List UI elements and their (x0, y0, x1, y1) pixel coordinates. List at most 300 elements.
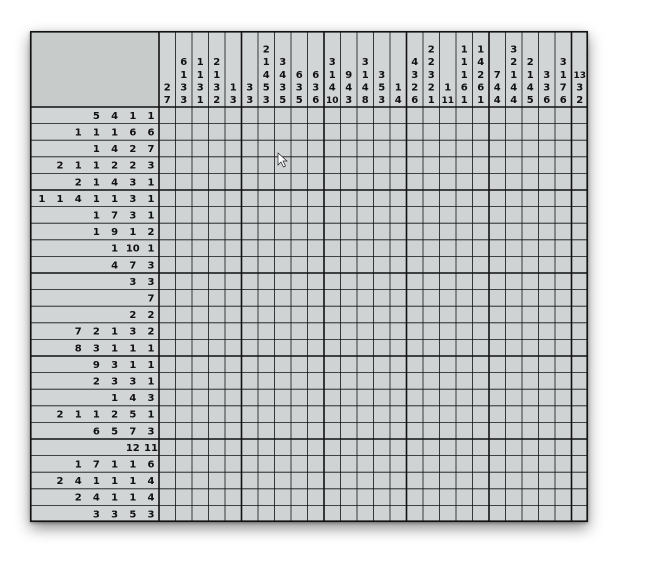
grid-cell[interactable] (291, 422, 308, 439)
grid-cell[interactable] (489, 256, 506, 273)
grid-cell[interactable] (258, 306, 275, 323)
grid-cell[interactable] (555, 373, 572, 390)
grid-cell[interactable] (440, 472, 457, 489)
grid-cell[interactable] (176, 306, 193, 323)
grid-cell[interactable] (473, 240, 490, 257)
grid-cell[interactable] (423, 124, 440, 141)
grid-cell[interactable] (473, 339, 490, 356)
grid-cell[interactable] (192, 223, 209, 240)
grid-cell[interactable] (407, 472, 424, 489)
grid-cell[interactable] (374, 456, 391, 473)
grid-cell[interactable] (555, 173, 572, 190)
grid-cell[interactable] (539, 256, 556, 273)
grid-cell[interactable] (192, 240, 209, 257)
grid-cell[interactable] (390, 273, 407, 290)
grid-cell[interactable] (209, 256, 226, 273)
grid-cell[interactable] (341, 489, 358, 506)
grid-cell[interactable] (192, 157, 209, 174)
grid-cell[interactable] (341, 422, 358, 439)
grid-cell[interactable] (506, 207, 523, 224)
grid-cell[interactable] (308, 190, 325, 207)
grid-cell[interactable] (407, 107, 424, 124)
grid-cell[interactable] (324, 223, 341, 240)
grid-cell[interactable] (456, 406, 473, 423)
grid-cell[interactable] (258, 290, 275, 307)
grid-cell[interactable] (473, 489, 490, 506)
grid-cell[interactable] (258, 339, 275, 356)
grid-cell[interactable] (572, 124, 589, 141)
grid-cell[interactable] (572, 422, 589, 439)
grid-cell[interactable] (308, 273, 325, 290)
grid-cell[interactable] (473, 439, 490, 456)
grid-cell[interactable] (159, 472, 176, 489)
grid-cell[interactable] (242, 489, 259, 506)
grid-cell[interactable] (225, 240, 242, 257)
grid-cell[interactable] (555, 505, 572, 522)
grid-cell[interactable] (390, 406, 407, 423)
grid-cell[interactable] (539, 489, 556, 506)
grid-cell[interactable] (242, 505, 259, 522)
grid-cell[interactable] (176, 439, 193, 456)
grid-cell[interactable] (225, 273, 242, 290)
grid-cell[interactable] (489, 373, 506, 390)
grid-cell[interactable] (225, 489, 242, 506)
grid-cell[interactable] (539, 140, 556, 157)
grid-cell[interactable] (275, 389, 292, 406)
grid-cell[interactable] (225, 256, 242, 273)
grid-cell[interactable] (357, 140, 374, 157)
grid-cell[interactable] (456, 323, 473, 340)
grid-cell[interactable] (291, 406, 308, 423)
grid-cell[interactable] (341, 472, 358, 489)
grid-cell[interactable] (341, 223, 358, 240)
grid-cell[interactable] (258, 373, 275, 390)
grid-cell[interactable] (456, 256, 473, 273)
grid-cell[interactable] (275, 173, 292, 190)
grid-cell[interactable] (159, 157, 176, 174)
grid-cell[interactable] (324, 456, 341, 473)
grid-cell[interactable] (341, 273, 358, 290)
grid-cell[interactable] (572, 290, 589, 307)
grid-cell[interactable] (159, 323, 176, 340)
grid-cell[interactable] (209, 290, 226, 307)
grid-cell[interactable] (242, 256, 259, 273)
grid-cell[interactable] (555, 456, 572, 473)
grid-cell[interactable] (209, 323, 226, 340)
grid-cell[interactable] (440, 439, 457, 456)
grid-cell[interactable] (291, 190, 308, 207)
grid-cell[interactable] (275, 472, 292, 489)
grid-cell[interactable] (291, 223, 308, 240)
grid-cell[interactable] (572, 373, 589, 390)
grid-cell[interactable] (291, 140, 308, 157)
grid-cell[interactable] (357, 489, 374, 506)
grid-cell[interactable] (489, 207, 506, 224)
grid-cell[interactable] (489, 290, 506, 307)
grid-cell[interactable] (374, 256, 391, 273)
grid-cell[interactable] (176, 505, 193, 522)
grid-cell[interactable] (324, 489, 341, 506)
grid-cell[interactable] (456, 290, 473, 307)
grid-cell[interactable] (275, 422, 292, 439)
grid-cell[interactable] (308, 505, 325, 522)
grid-cell[interactable] (159, 240, 176, 257)
grid-cell[interactable] (522, 356, 539, 373)
grid-cell[interactable] (192, 107, 209, 124)
grid-cell[interactable] (374, 240, 391, 257)
grid-cell[interactable] (423, 173, 440, 190)
grid-cell[interactable] (506, 273, 523, 290)
grid-cell[interactable] (489, 472, 506, 489)
grid-cell[interactable] (275, 456, 292, 473)
grid-cell[interactable] (423, 323, 440, 340)
grid-cell[interactable] (291, 207, 308, 224)
grid-cell[interactable] (572, 406, 589, 423)
grid-cell[interactable] (308, 406, 325, 423)
grid-cell[interactable] (522, 422, 539, 439)
grid-cell[interactable] (242, 207, 259, 224)
grid-cell[interactable] (407, 290, 424, 307)
grid-cell[interactable] (275, 140, 292, 157)
grid-cell[interactable] (423, 157, 440, 174)
grid-cell[interactable] (225, 505, 242, 522)
grid-cell[interactable] (456, 157, 473, 174)
grid-cell[interactable] (176, 422, 193, 439)
grid-cell[interactable] (159, 356, 176, 373)
grid-cell[interactable] (374, 323, 391, 340)
grid-cell[interactable] (374, 373, 391, 390)
grid-cell[interactable] (489, 439, 506, 456)
grid-cell[interactable] (357, 422, 374, 439)
grid-cell[interactable] (308, 356, 325, 373)
grid-cell[interactable] (456, 389, 473, 406)
grid-cell[interactable] (341, 339, 358, 356)
grid-cell[interactable] (539, 356, 556, 373)
grid-cell[interactable] (324, 140, 341, 157)
grid-cell[interactable] (176, 256, 193, 273)
grid-cell[interactable] (258, 157, 275, 174)
grid-cell[interactable] (539, 422, 556, 439)
grid-cell[interactable] (555, 439, 572, 456)
grid-cell[interactable] (407, 240, 424, 257)
grid-cell[interactable] (324, 207, 341, 224)
grid-cell[interactable] (572, 140, 589, 157)
grid-cell[interactable] (291, 339, 308, 356)
grid-cell[interactable] (324, 256, 341, 273)
grid-cell[interactable] (357, 290, 374, 307)
grid-cell[interactable] (225, 124, 242, 141)
grid-cell[interactable] (209, 223, 226, 240)
grid-cell[interactable] (407, 223, 424, 240)
grid-cell[interactable] (522, 290, 539, 307)
grid-cell[interactable] (308, 439, 325, 456)
grid-cell[interactable] (209, 107, 226, 124)
grid-cell[interactable] (242, 157, 259, 174)
grid-cell[interactable] (407, 439, 424, 456)
grid-cell[interactable] (473, 456, 490, 473)
grid-cell[interactable] (423, 256, 440, 273)
grid-cell[interactable] (374, 290, 391, 307)
grid-cell[interactable] (440, 373, 457, 390)
grid-cell[interactable] (489, 489, 506, 506)
grid-cell[interactable] (506, 489, 523, 506)
grid-cell[interactable] (506, 124, 523, 141)
grid-cell[interactable] (225, 422, 242, 439)
grid-cell[interactable] (506, 290, 523, 307)
grid-cell[interactable] (572, 240, 589, 257)
grid-cell[interactable] (308, 339, 325, 356)
grid-cell[interactable] (159, 389, 176, 406)
grid-cell[interactable] (489, 505, 506, 522)
grid-cell[interactable] (539, 290, 556, 307)
grid-cell[interactable] (473, 406, 490, 423)
grid-cell[interactable] (555, 356, 572, 373)
grid-cell[interactable] (407, 339, 424, 356)
grid-cell[interactable] (456, 240, 473, 257)
grid-cell[interactable] (341, 439, 358, 456)
grid-cell[interactable] (407, 456, 424, 473)
grid-cell[interactable] (539, 456, 556, 473)
grid-cell[interactable] (489, 273, 506, 290)
grid-cell[interactable] (407, 190, 424, 207)
grid-cell[interactable] (341, 505, 358, 522)
grid-cell[interactable] (489, 356, 506, 373)
grid-cell[interactable] (390, 140, 407, 157)
grid-cell[interactable] (522, 373, 539, 390)
grid-cell[interactable] (209, 207, 226, 224)
grid-cell[interactable] (572, 173, 589, 190)
grid-cell[interactable] (506, 107, 523, 124)
grid-cell[interactable] (225, 107, 242, 124)
grid-cell[interactable] (407, 389, 424, 406)
grid-cell[interactable] (473, 422, 490, 439)
grid-cell[interactable] (159, 290, 176, 307)
grid-cell[interactable] (572, 323, 589, 340)
grid-cell[interactable] (324, 107, 341, 124)
grid-cell[interactable] (423, 422, 440, 439)
grid-cell[interactable] (192, 373, 209, 390)
grid-cell[interactable] (473, 207, 490, 224)
grid-cell[interactable] (192, 290, 209, 307)
grid-cell[interactable] (374, 406, 391, 423)
grid-cell[interactable] (572, 339, 589, 356)
grid-cell[interactable] (159, 306, 176, 323)
grid-cell[interactable] (407, 356, 424, 373)
grid-cell[interactable] (456, 339, 473, 356)
grid-cell[interactable] (456, 190, 473, 207)
grid-cell[interactable] (456, 207, 473, 224)
grid-cell[interactable] (209, 339, 226, 356)
grid-cell[interactable] (374, 207, 391, 224)
grid-cell[interactable] (192, 173, 209, 190)
grid-cell[interactable] (308, 173, 325, 190)
grid-cell[interactable] (209, 456, 226, 473)
grid-cell[interactable] (159, 124, 176, 141)
grid-cell[interactable] (291, 107, 308, 124)
grid-cell[interactable] (225, 323, 242, 340)
grid-cell[interactable] (242, 124, 259, 141)
grid-cell[interactable] (176, 190, 193, 207)
grid-cell[interactable] (242, 389, 259, 406)
grid-cell[interactable] (489, 306, 506, 323)
grid-cell[interactable] (258, 107, 275, 124)
grid-cell[interactable] (357, 339, 374, 356)
grid-cell[interactable] (390, 173, 407, 190)
grid-cell[interactable] (456, 173, 473, 190)
grid-cell[interactable] (473, 373, 490, 390)
grid-cell[interactable] (390, 389, 407, 406)
grid-cell[interactable] (555, 489, 572, 506)
grid-cell[interactable] (275, 339, 292, 356)
grid-cell[interactable] (555, 207, 572, 224)
grid-cell[interactable] (308, 256, 325, 273)
grid-cell[interactable] (423, 339, 440, 356)
grid-cell[interactable] (522, 472, 539, 489)
grid-cell[interactable] (275, 489, 292, 506)
grid-cell[interactable] (275, 190, 292, 207)
grid-cell[interactable] (176, 140, 193, 157)
grid-cell[interactable] (275, 505, 292, 522)
grid-cell[interactable] (555, 406, 572, 423)
grid-cell[interactable] (572, 306, 589, 323)
grid-cell[interactable] (489, 107, 506, 124)
grid-cell[interactable] (572, 157, 589, 174)
grid-cell[interactable] (176, 339, 193, 356)
grid-cell[interactable] (390, 256, 407, 273)
grid-cell[interactable] (159, 207, 176, 224)
grid-cell[interactable] (407, 373, 424, 390)
grid-cell[interactable] (555, 157, 572, 174)
grid-cell[interactable] (159, 489, 176, 506)
grid-cell[interactable] (423, 223, 440, 240)
grid-cell[interactable] (324, 157, 341, 174)
grid-cell[interactable] (539, 207, 556, 224)
grid-cell[interactable] (258, 356, 275, 373)
grid-cell[interactable] (275, 406, 292, 423)
grid-cell[interactable] (374, 273, 391, 290)
grid-cell[interactable] (192, 356, 209, 373)
grid-cell[interactable] (390, 223, 407, 240)
grid-cell[interactable] (209, 422, 226, 439)
grid-cell[interactable] (489, 173, 506, 190)
grid-cell[interactable] (374, 389, 391, 406)
grid-cell[interactable] (522, 505, 539, 522)
grid-cell[interactable] (324, 373, 341, 390)
grid-cell[interactable] (357, 306, 374, 323)
grid-cell[interactable] (357, 207, 374, 224)
grid-cell[interactable] (225, 373, 242, 390)
grid-cell[interactable] (159, 173, 176, 190)
grid-cell[interactable] (440, 256, 457, 273)
grid-cell[interactable] (374, 157, 391, 174)
grid-cell[interactable] (176, 173, 193, 190)
grid-cell[interactable] (291, 456, 308, 473)
grid-cell[interactable] (374, 472, 391, 489)
grid-cell[interactable] (258, 422, 275, 439)
grid-cell[interactable] (539, 406, 556, 423)
grid-cell[interactable] (473, 389, 490, 406)
grid-cell[interactable] (209, 439, 226, 456)
grid-cell[interactable] (242, 323, 259, 340)
grid-cell[interactable] (291, 306, 308, 323)
grid-cell[interactable] (308, 389, 325, 406)
grid-cell[interactable] (506, 456, 523, 473)
grid-cell[interactable] (555, 223, 572, 240)
grid-cell[interactable] (275, 124, 292, 141)
grid-cell[interactable] (473, 323, 490, 340)
grid-cell[interactable] (456, 456, 473, 473)
grid-cell[interactable] (324, 323, 341, 340)
grid-cell[interactable] (209, 356, 226, 373)
grid-cell[interactable] (324, 439, 341, 456)
grid-cell[interactable] (324, 173, 341, 190)
grid-cell[interactable] (192, 456, 209, 473)
grid-cell[interactable] (324, 389, 341, 406)
grid-cell[interactable] (176, 489, 193, 506)
grid-cell[interactable] (555, 306, 572, 323)
grid-cell[interactable] (341, 140, 358, 157)
grid-cell[interactable] (225, 306, 242, 323)
grid-cell[interactable] (341, 124, 358, 141)
grid-cell[interactable] (291, 173, 308, 190)
grid-cell[interactable] (192, 306, 209, 323)
grid-cell[interactable] (390, 290, 407, 307)
grid-cell[interactable] (489, 157, 506, 174)
grid-cell[interactable] (423, 306, 440, 323)
grid-cell[interactable] (258, 456, 275, 473)
grid-cell[interactable] (506, 323, 523, 340)
grid-cell[interactable] (159, 223, 176, 240)
grid-cell[interactable] (539, 107, 556, 124)
grid-cell[interactable] (440, 273, 457, 290)
grid-cell[interactable] (440, 422, 457, 439)
grid-cell[interactable] (539, 389, 556, 406)
grid-cell[interactable] (539, 240, 556, 257)
grid-cell[interactable] (489, 422, 506, 439)
grid-cell[interactable] (258, 323, 275, 340)
grid-cell[interactable] (407, 140, 424, 157)
grid-cell[interactable] (522, 406, 539, 423)
grid-cell[interactable] (275, 290, 292, 307)
grid-cell[interactable] (159, 439, 176, 456)
grid-cell[interactable] (324, 472, 341, 489)
grid-cell[interactable] (440, 190, 457, 207)
grid-cell[interactable] (572, 356, 589, 373)
grid-cell[interactable] (440, 173, 457, 190)
grid-cell[interactable] (473, 306, 490, 323)
grid-cell[interactable] (374, 306, 391, 323)
grid-cell[interactable] (522, 173, 539, 190)
grid-cell[interactable] (407, 173, 424, 190)
grid-cell[interactable] (176, 356, 193, 373)
grid-cell[interactable] (489, 190, 506, 207)
grid-cell[interactable] (357, 505, 374, 522)
grid-cell[interactable] (324, 306, 341, 323)
grid-cell[interactable] (308, 472, 325, 489)
grid-cell[interactable] (456, 422, 473, 439)
grid-cell[interactable] (159, 273, 176, 290)
grid-cell[interactable] (192, 389, 209, 406)
grid-cell[interactable] (572, 223, 589, 240)
grid-cell[interactable] (440, 339, 457, 356)
grid-cell[interactable] (308, 157, 325, 174)
grid-cell[interactable] (423, 273, 440, 290)
grid-cell[interactable] (176, 273, 193, 290)
grid-cell[interactable] (473, 157, 490, 174)
grid-cell[interactable] (522, 389, 539, 406)
grid-cell[interactable] (308, 140, 325, 157)
grid-cell[interactable] (473, 356, 490, 373)
